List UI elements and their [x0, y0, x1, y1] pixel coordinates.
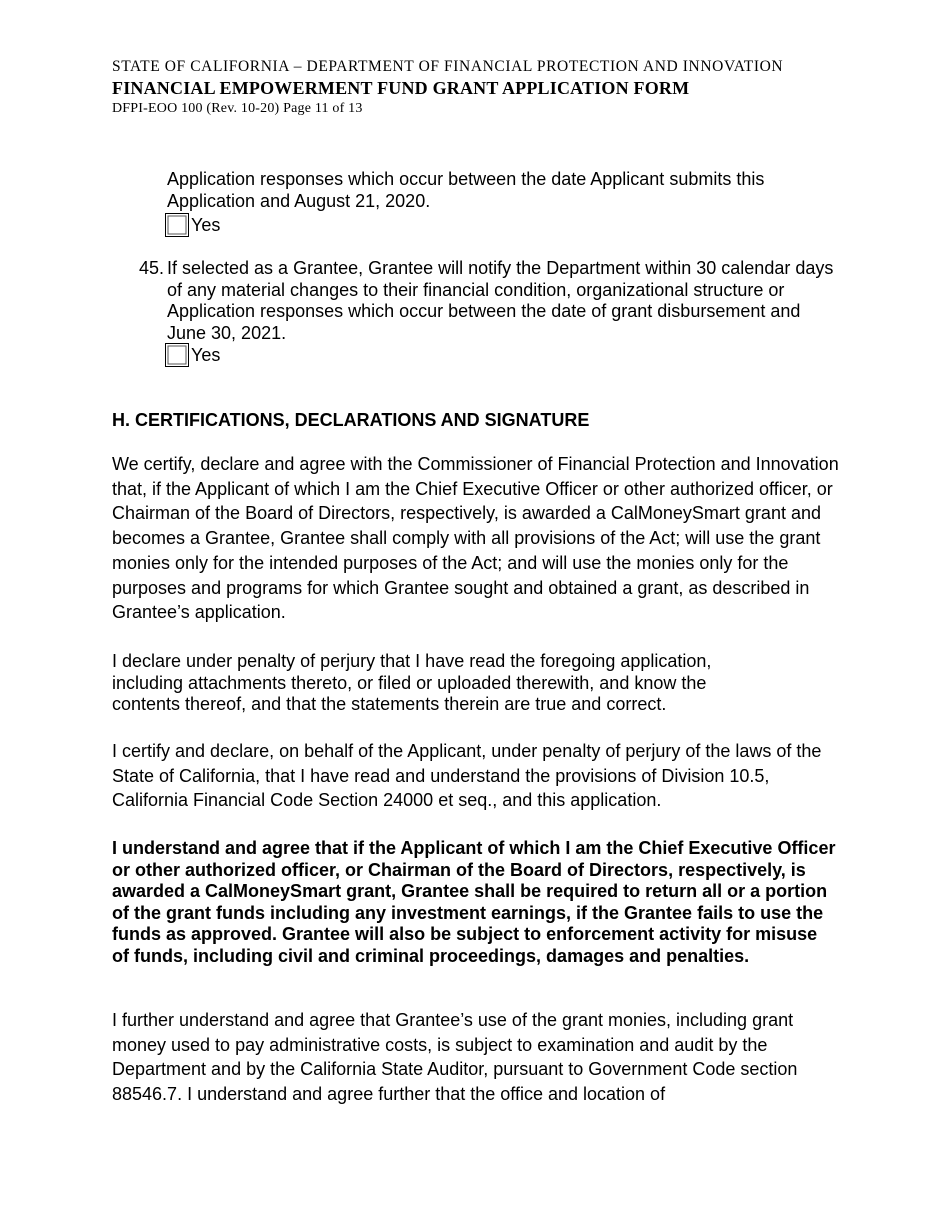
item-45-text: If selected as a Grantee, Grantee will notify the Department within 30 calendar days of any material changes to their financial condition, organizational structure or Application responses which occur between the date of grant disbursement and June 30, 2021. — [167, 258, 834, 343]
repayment-agreement-paragraph: I understand and agree that if the Applicant of which I am the Chief Executive Officer or other authorized officer, or Chairman of the Board of Directors, respectively, is awarded a CalMoneySmart grant, Grantee shall be required to return all or a portion of the grant funds including any investment earnings, if the Grantee fails to use the funds as approved. Grantee will also be subject to enforcement activity for misuse of funds, including civil and criminal proceedings, damages and penalties. — [112, 838, 836, 966]
section-h-heading: H. CERTIFICATIONS, DECLARATIONS AND SIGNATURE — [112, 410, 590, 430]
item-44-continuation: Application responses which occur between the date Applicant submits this Application and August 21, 2020. — [167, 169, 765, 211]
item-45-yes-checkbox[interactable] — [165, 343, 189, 367]
item-44-yes-label: Yes — [191, 214, 221, 235]
form-id: DFPI-EOO 100 (Rev. 10-20) Page 11 of 13 — [112, 101, 363, 116]
audit-agreement-paragraph: I further understand and agree that Grantee’s use of the grant monies, including grant money used to pay administrative costs, is subject to examination and audit by the Department and by the California State Auditor, pursuant to Government Code section 88546.7. I understand and agree further that the office and location of — [112, 1010, 798, 1105]
applicant-certification-paragraph: I certify and declare, on behalf of the Applicant, under penalty of perjury of the laws of the State of California, that I have read and understand the provisions of Division 10.5, California Financial Code Section 24000 et seq., and this application. — [112, 741, 822, 811]
agency-name: STATE OF CALIFORNIA – DEPARTMENT OF FINANCIAL PROTECTION AND INNOVATION — [112, 58, 784, 75]
item-45-checkbox-row[interactable] — [165, 341, 220, 369]
page-header — [112, 57, 783, 119]
item-44-checkbox-row[interactable] — [165, 211, 220, 239]
perjury-declaration-paragraph: I declare under penalty of perjury that I have read the foregoing application, including attachments thereto, or filed or uploaded therewith, and know the contents thereof, and that the statements therein are true and correct. — [112, 651, 712, 714]
certification-paragraph: We certify, declare and agree with the Commissioner of Financial Protection and Innovation that, if the Applicant of which I am the Chief Executive Officer or other authorized officer, or Chairman of the Board of Directors, respectively, is awarded a CalMoneySmart grant and becomes a Grantee, Grantee shall comply with all provisions of the Act; will use the grant monies only for the intended purposes of the Act; and will use the monies only for the purposes and programs for which Grantee sought and obtained a grant, as described in Grantee’s application. — [112, 454, 839, 623]
item-45-number: 45. — [139, 258, 165, 278]
item-44-yes-checkbox[interactable] — [165, 213, 189, 237]
item-45-yes-label: Yes — [191, 344, 221, 365]
form-title: FINANCIAL EMPOWERMENT FUND GRANT APPLICATION FORM — [112, 78, 690, 98]
